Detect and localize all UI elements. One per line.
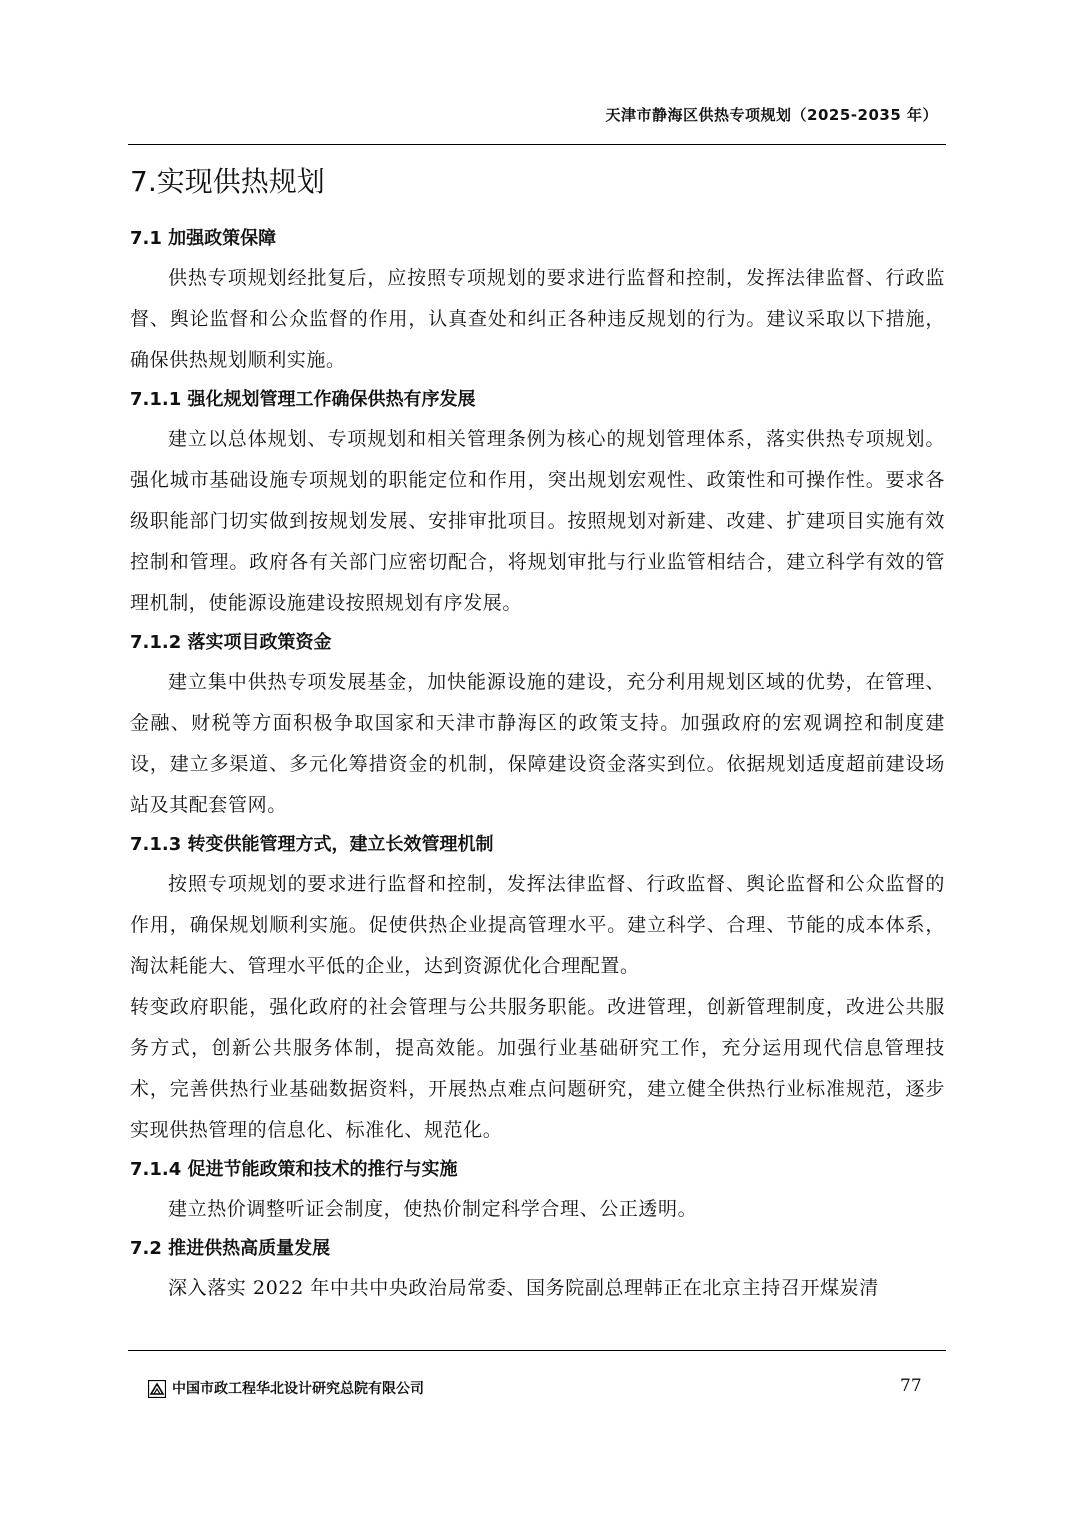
paragraph-7-1: 供热专项规划经批复后，应按照专项规划的要求进行监督和控制，发挥法律监督、行政监督、舆论监督和公众监督的作用，认真查处和纠正各种违反规划的行为。建议采取以下措施，确保供热规划顺利实施。 xyxy=(130,267,945,371)
paragraph-7-2: 深入落实 2022 年中共中央政治局常委、国务院副总理韩正在北京主持召开煤炭清 xyxy=(168,1277,879,1299)
heading-7-1-3: 7.1.3 转变供能管理方式，建立长效管理机制 xyxy=(130,834,494,855)
footer-divider xyxy=(128,1350,946,1351)
page-footer xyxy=(128,1350,946,1410)
paragraph-7-1-2: 建立集中供热专项发展基金，加快能源设施的建设，充分利用规划区域的优势，在管理、金融、财税等方面积极争取国家和天津市静海区的政策支持。加强政府的宏观调控和制度建设，建立多渠道、多元化筹措资金的机制，保障建设资金落实到位。依据规划适度超前建设场站及其配套管网。 xyxy=(130,671,945,816)
company-logo-icon xyxy=(148,1380,166,1398)
footer-company-name: 中国市政工程华北设计研究总院有限公司 xyxy=(172,1381,424,1397)
page-number: 77 xyxy=(900,1376,922,1396)
paragraph-7-1-4: 建立热价调整听证会制度，使热价制定科学合理、公正透明。 xyxy=(168,1198,698,1220)
chapter-title: 7.实现供热规划 xyxy=(130,165,325,198)
heading-7-1-4: 7.1.4 促进节能政策和技术的推行与实施 xyxy=(130,1159,458,1180)
paragraph-7-1-3a: 按照专项规划的要求进行监督和控制，发挥法律监督、行政监督、舆论监督和公众监督的作用，确保规划顺利实施。促使供热企业提高管理水平。建立科学、合理、节能的成本体系，淘汰耗能大、管理水平低的企业，达到资源优化合理配置。 xyxy=(130,873,945,977)
paragraph-7-1-1: 建立以总体规划、专项规划和相关管理条例为核心的规划管理体系，落实供热专项规划。强化城市基础设施专项规划的职能定位和作用，突出规划宏观性、政策性和可操作性。要求各级职能部门切实做到按规划发展、安排审批项目。按照规划对新建、改建、扩建项目实施有效控制和管理。政府各有关部门应密切配合，将规划审批与行业监管相结合，建立科学有效的管理机制，使能源设施建设按照规划有序发展。 xyxy=(130,428,945,614)
heading-7-1: 7.1 加强政策保障 xyxy=(130,228,277,249)
header-title: 天津市静海区供热专项规划（2025-2035 年） xyxy=(605,106,938,124)
header-divider xyxy=(128,144,946,145)
page-body xyxy=(130,160,945,1309)
heading-7-1-1: 7.1.1 强化规划管理工作确保供热有序发展 xyxy=(130,389,476,410)
heading-7-2: 7.2 推进供热高质量发展 xyxy=(130,1238,331,1259)
heading-7-1-2: 7.1.2 落实项目政策资金 xyxy=(130,632,332,653)
page-header xyxy=(128,100,946,130)
paragraph-7-1-3b: 转变政府职能，强化政府的社会管理与公共服务职能。改进管理，创新管理制度，改进公共服务方式，创新公共服务体制，提高效能。加强行业基础研究工作，充分运用现代信息管理技术，完善供热行业基础数据资料，开展热点难点问题研究，建立健全供热行业标准规范，逐步实现供热管理的信息化、标准化、规范化。 xyxy=(130,996,945,1141)
